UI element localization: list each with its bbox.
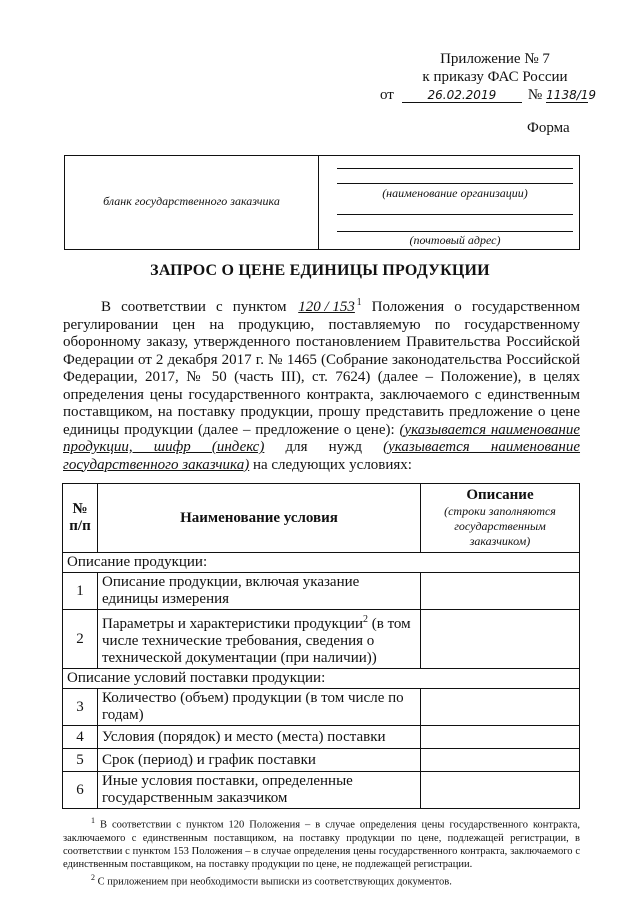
org-line-1 xyxy=(337,168,573,169)
table-row xyxy=(63,726,580,749)
row-description-cell xyxy=(421,610,580,669)
col-num-header: № п/п xyxy=(63,484,98,553)
clause-ref: 120 / 153 xyxy=(298,299,355,315)
conditions-table xyxy=(62,483,580,809)
product-placeholder: (указывается наименование продукции, шифр (индекс) xyxy=(63,421,580,455)
row-condition: Срок (период) и график поставки xyxy=(98,749,421,772)
intro-text-4: на следующих условиях: xyxy=(249,456,412,473)
section-delivery: Описание условий поставки продукции: xyxy=(63,669,580,689)
section-row xyxy=(63,669,580,689)
appendix-line-2: к приказу ФАС России xyxy=(422,69,568,85)
col-name-header: Наименование условия xyxy=(98,484,421,553)
row-condition-text: Параметры и характеристики продукции xyxy=(102,616,363,632)
row-condition: Количество (объем) продукции (в том числе по годам) xyxy=(98,689,421,726)
footnote-2-text: С приложением при необходимости выписки из соответствующих документов. xyxy=(95,876,452,887)
row-condition: Описание продукции, включая указание единицы измерения xyxy=(98,573,421,610)
appendix-line-1: Приложение № 7 xyxy=(440,51,550,67)
address-caption: (почтовый адрес) xyxy=(409,233,501,247)
row-condition-text-2: (в том числе технические требования, сведения о технической документации (при наличии)) xyxy=(102,616,411,666)
col-desc-title: Описание xyxy=(466,487,534,503)
section-row xyxy=(63,553,580,573)
row-num: 2 xyxy=(63,610,98,669)
document-title: ЗАПРОС О ЦЕНЕ ЕДИНИЦЫ ПРОДУКЦИИ xyxy=(150,262,490,279)
order-number: 1138/19 xyxy=(546,88,597,102)
row-num: 6 xyxy=(63,772,98,809)
row-condition xyxy=(98,610,421,669)
row-description-cell xyxy=(421,573,580,610)
intro-paragraph xyxy=(63,294,580,474)
row-num: 1 xyxy=(63,573,98,610)
section-product: Описание продукции: xyxy=(63,553,580,573)
letterhead-caption: бланк государственного заказчика xyxy=(103,194,280,208)
row-num: 5 xyxy=(63,749,98,772)
box-divider xyxy=(318,156,319,249)
table-header-row xyxy=(63,484,580,553)
footnote-1 xyxy=(63,814,580,871)
header-box xyxy=(64,155,580,250)
row-num: 3 xyxy=(63,689,98,726)
col-desc-note: (строки заполняются государственным заказчиком) xyxy=(444,504,556,548)
intro-text-1: В соответствии с пунктом xyxy=(101,299,287,315)
footnote-1-text: В соответствии с пунктом 120 Положения – в случае определения цены государственного контракта, заключаемого с единственным поставщиком, на поставку продукции по цене, подлежащей регистрации, в соответствии с пунктом 153 Положения – в случае определения цены государственного контракта, заключаемого с единственным поставщиком, на поставку продукции по цене, не подлежащей регистрации. xyxy=(63,819,580,870)
footnote-separator xyxy=(63,808,217,809)
intro-text-3: для нужд xyxy=(264,439,384,455)
intro-text-2: Положения о государственном регулировании цен на продукцию, поставляемую по государственному оборонному заказу, утвержденного постановлением Правительства Российской Федерации от 2 декабря 2017 г. № 1465 (Собрание законодательства Российской Федерации, 2017, № 50 (часть III), ст. 7624) (далее – Положение), в целях определения цены государственного контракта, заключаемого с единственным поставщиком, на поставку продукции, прошу представить предложение о цене единицы продукции (далее – предложение о цене): xyxy=(63,299,580,438)
address-line-2 xyxy=(337,231,573,232)
form-label: Форма xyxy=(527,120,570,136)
table-row xyxy=(63,573,580,610)
row-description-cell xyxy=(421,772,580,809)
appendix-block xyxy=(380,50,597,104)
row-condition: Иные условия поставки, определенные государственным заказчиком xyxy=(98,772,421,809)
address-line-1 xyxy=(337,214,573,215)
footnotes xyxy=(63,814,580,888)
footnote-ref-1: 1 xyxy=(356,297,362,308)
row-description-cell xyxy=(421,726,580,749)
col-desc-header xyxy=(421,484,580,553)
footnote-2 xyxy=(63,871,580,889)
order-date: 26.02.2019 xyxy=(402,88,522,103)
number-label: № xyxy=(527,87,543,103)
row-description-cell xyxy=(421,749,580,772)
footnote-2-mark: 2 xyxy=(91,872,95,882)
row-description-cell xyxy=(421,689,580,726)
row-num: 4 xyxy=(63,726,98,749)
table-row xyxy=(63,689,580,726)
appendix-date-line xyxy=(380,86,597,104)
table-row xyxy=(63,749,580,772)
customer-placeholder: (указывается наименование государственного заказчика) xyxy=(63,439,581,473)
org-caption: (наименование организации) xyxy=(382,186,528,200)
table-row xyxy=(63,610,580,669)
row-condition: Условия (порядок) и место (места) поставки xyxy=(98,726,421,749)
footnote-1-mark: 1 xyxy=(91,816,95,825)
footnote-ref-2: 2 xyxy=(363,614,368,625)
table-row xyxy=(63,772,580,809)
from-label: от xyxy=(380,87,394,103)
org-line-2 xyxy=(337,183,573,184)
